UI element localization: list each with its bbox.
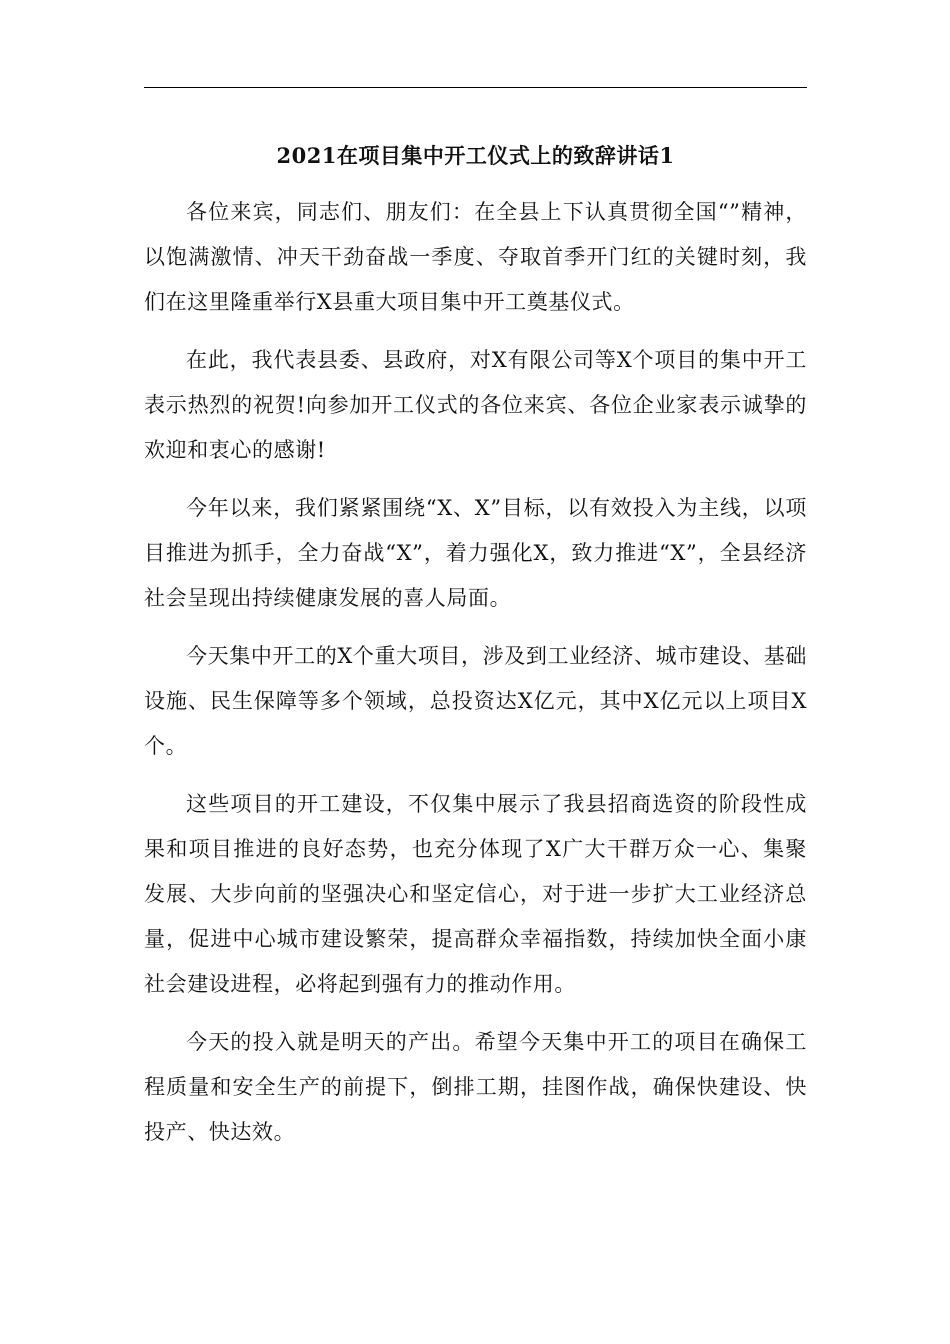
paragraph-5: 这些项目的开工建设，不仅集中展示了我县招商选资的阶段性成果和项目推进的良好态势，也充分体现了X广大干群万众一心、集聚发展、大步向前的坚强决心和坚定信心，对于进一步扩大工业经济总量，促进中心城市建设繁荣，提高群众幸福指数，持续加快全面小康社会建设进程，必将起到强有力的推动作用。 — [144, 792, 807, 996]
document-body — [144, 190, 807, 1168]
header-rule — [144, 87, 807, 88]
paragraph-4: 今天集中开工的X个重大项目，涉及到工业经济、城市建设、基础设施、民生保障等多个领域，总投资达X亿元，其中X亿元以上项目X个。 — [144, 644, 807, 758]
paragraph-3: 今年以来，我们紧紧围绕“X、X”目标，以有效投入为主线，以项目推进为抓手，全力奋战“X”，着力强化X，致力推进“X”，全县经济社会呈现出持续健康发展的喜人局面。 — [144, 496, 807, 610]
paragraph-6: 今天的投入就是明天的产出。希望今天集中开工的项目在确保工程质量和安全生产的前提下，倒排工期，挂图作战，确保快建设、快投产、快达效。 — [144, 1030, 807, 1144]
paragraph-1: 各位来宾，同志们、朋友们：在全县上下认真贯彻全国“”精神，以饱满激情、冲天干劲奋战一季度、夺取首季开门红的关键时刻，我们在这里隆重举行X县重大项目集中开工奠基仪式。 — [144, 200, 807, 314]
document-title: 2021在项目集中开工仪式上的致辞讲话1 — [276, 143, 675, 168]
paragraph-2: 在此，我代表县委、县政府，对X有限公司等X个项目的集中开工表示热烈的祝贺!向参加开工仪式的各位来宾、各位企业家表示诚挚的欢迎和衷心的感谢! — [144, 348, 807, 462]
